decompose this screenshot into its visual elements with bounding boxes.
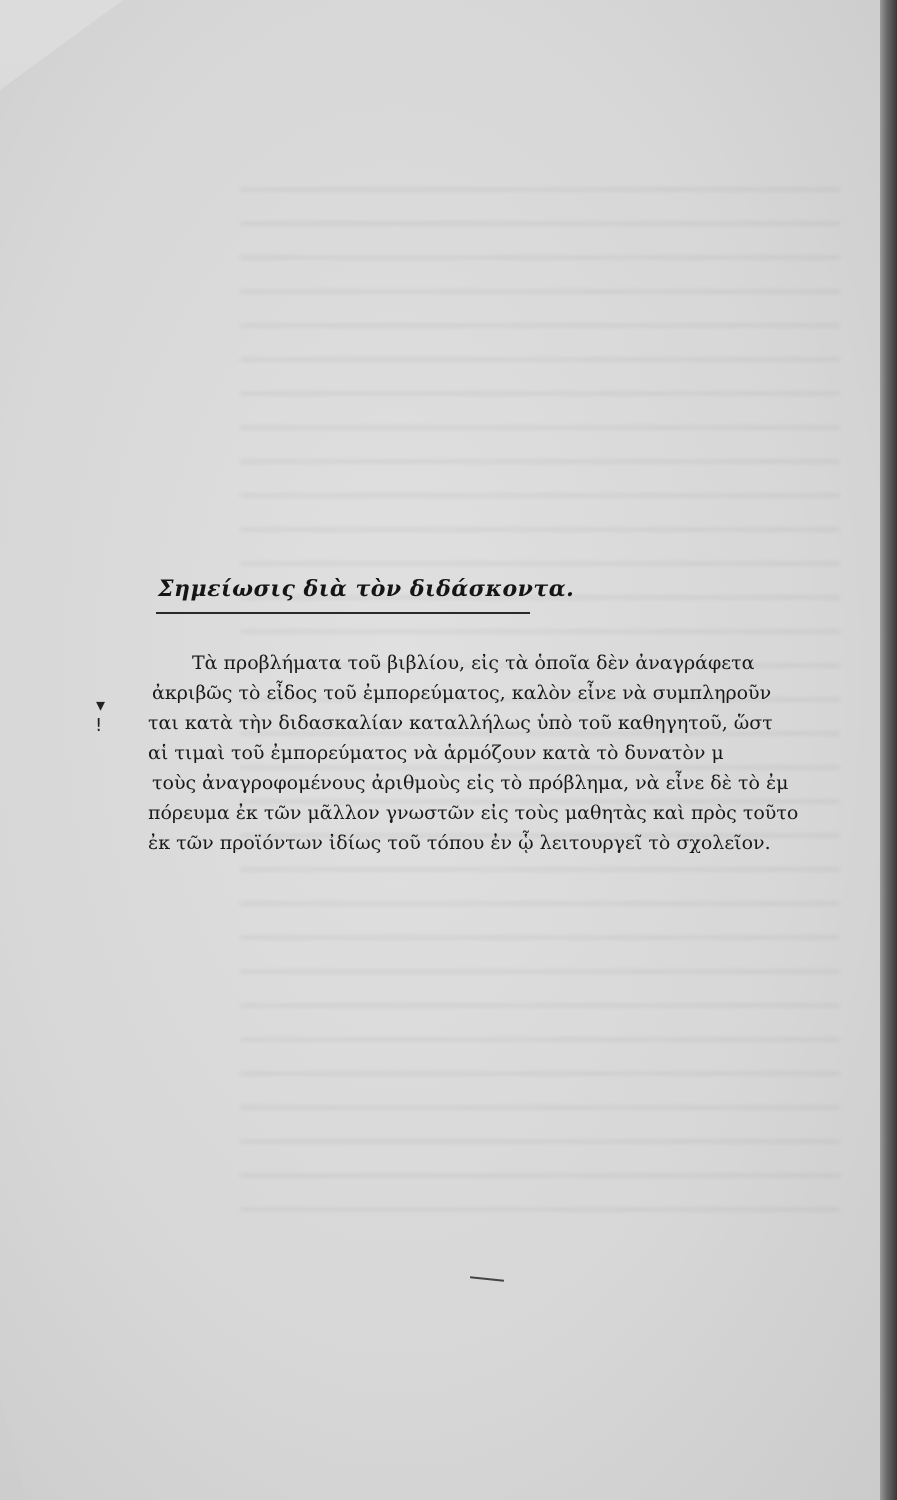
paragraph-line: τοὺς ἀναγροφομένους ἀριθμοὺς εἰς τὸ πρόβλημα, νὰ εἶνε δὲ τὸ ἐμ <box>152 772 789 794</box>
paragraph-line: πόρευμα ἐκ τῶν μᾶλλον γνωστῶν εἰς τοὺς μαθητὰς καὶ πρὸς τοῦτο <box>148 802 799 824</box>
paragraph-line: ἐκ τῶν προϊόντων ἰδίως τοῦ τόπου ἐν ᾧ λειτουργεῖ τὸ σχολεῖον. <box>148 832 771 854</box>
heading-underline <box>156 612 530 614</box>
note-paragraph <box>148 648 880 858</box>
paragraph-line: Τὰ προβλήματα τοῦ βιβλίου, εἰς τὰ ὁποῖα δὲν ἀναγράφετα <box>192 652 755 674</box>
binding-edge <box>880 0 897 1500</box>
paragraph-line: αἱ τιμαὶ τοῦ ἐμπορεύματος νὰ ἁρμόζουν κατὰ τὸ δυνατὸν μ <box>148 742 724 764</box>
paragraph-line: ται κατὰ τὴν διδασκαλίαν καταλλήλως ὑπὸ τοῦ καθηγητοῦ, ὥστ <box>148 712 773 734</box>
margin-mark-icon: ▾ ǃ <box>96 695 106 736</box>
paragraph-line: ἀκριβῶς τὸ εἶδος τοῦ ἐμπορεύματος, καλὸν εἶνε νὰ συμπληροῦν <box>152 682 772 704</box>
note-heading: Σημείωσις διὰ τὸν διδάσκοντα. <box>158 576 575 602</box>
